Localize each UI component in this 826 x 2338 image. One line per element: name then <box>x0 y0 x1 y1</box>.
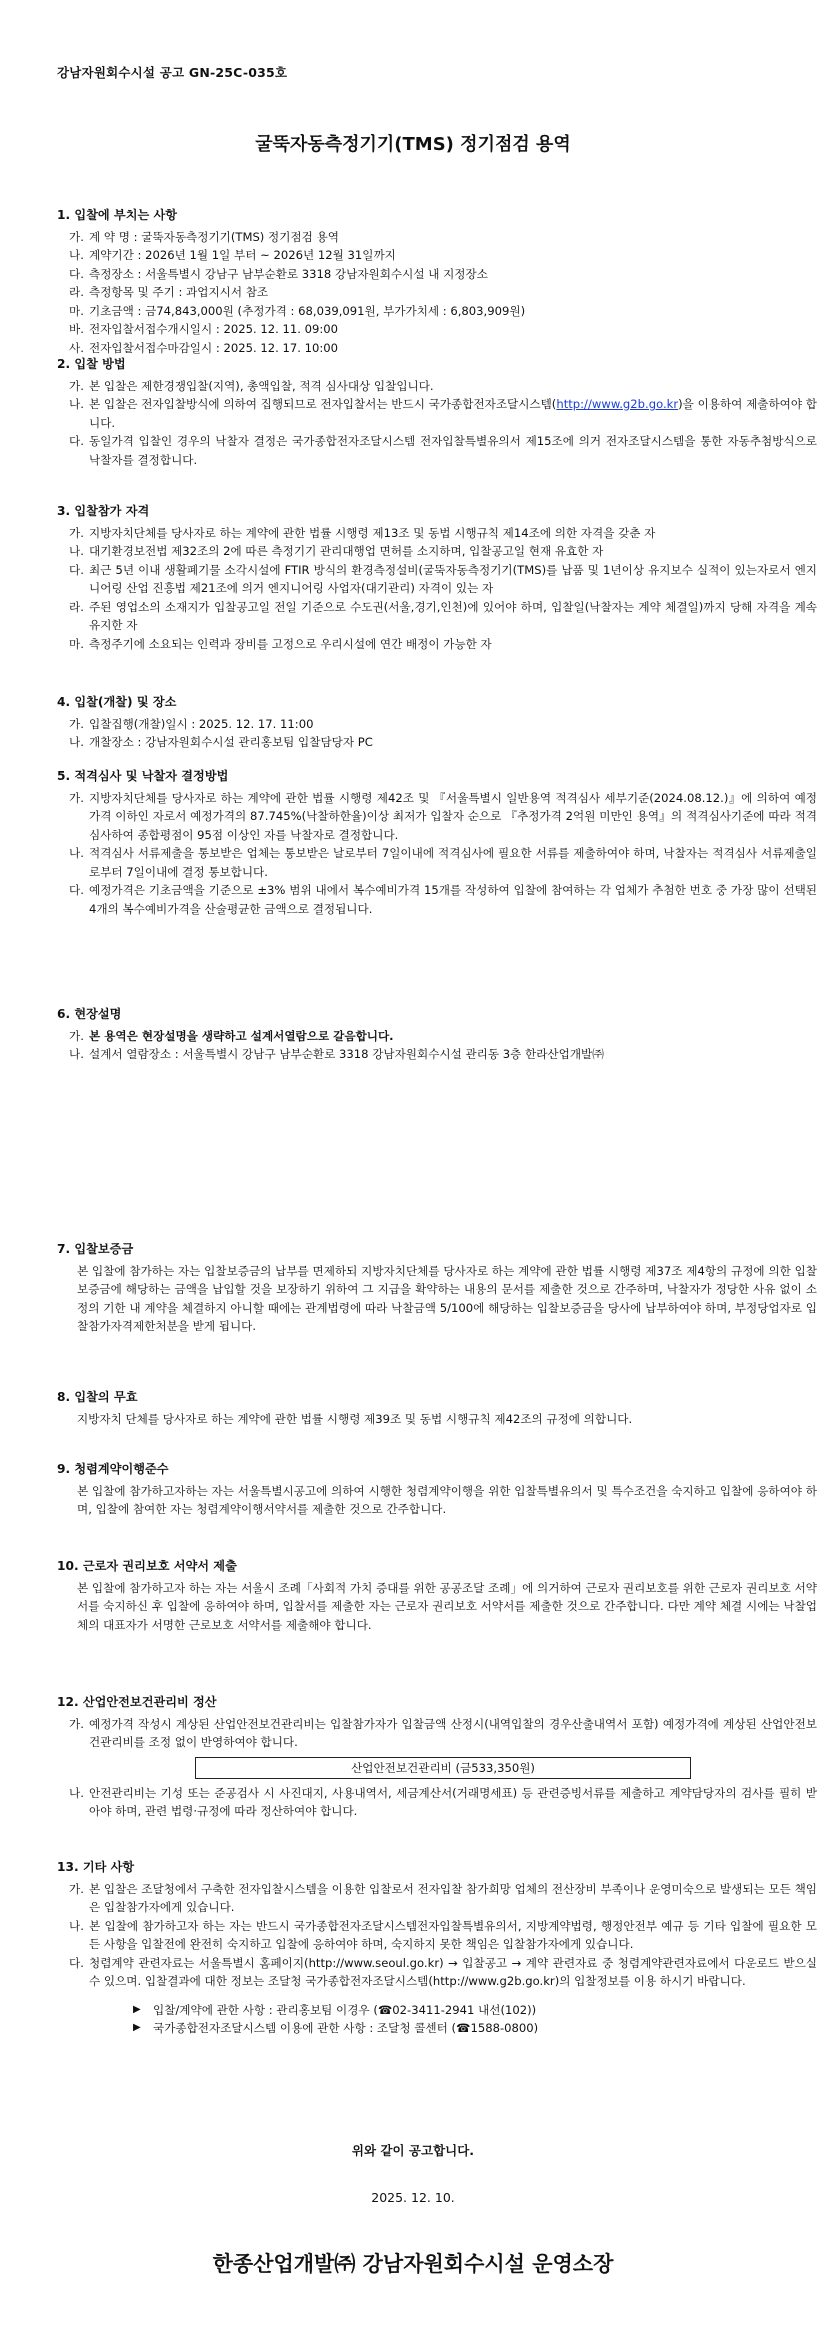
list-item: 나. 대기환경보전법 제32조의 2에 따른 측정기기 관리대행업 면허를 소지하며, 입찰공고일 현재 유효한 자 <box>69 544 604 558</box>
section-heading: 5. 적격심사 및 낙찰자 결정방법 <box>57 769 229 783</box>
section-evaluation <box>57 767 817 918</box>
item-list <box>57 1880 817 1991</box>
section-heading: 9. 청렴계약이행준수 <box>57 1462 169 1476</box>
list-item: 가. 입찰집행(개찰)일시 : 2025. 12. 17. 11:00 <box>69 716 314 731</box>
section-heading: 2. 입찰 방법 <box>57 357 126 371</box>
section-invalid-bid <box>57 1388 817 1428</box>
list-item: 마. 기초금액 : 금74,843,000원 (추정가격 : 68,039,091원, 부가가치세 : 6,803,909원) <box>69 303 526 318</box>
section-integrity <box>57 1460 817 1519</box>
list-item: 마. 측정주기에 소요되는 인력과 장비를 고정으로 우리시설에 연간 배정이 가능한 자 <box>69 636 492 651</box>
section-heading: 13. 기타 사항 <box>57 1860 135 1874</box>
bullet-icon: ▶ <box>133 2003 141 2015</box>
section-other <box>57 1858 817 2038</box>
contact-line: ▶ 입찰/계약에 관한 사항 : 관리홍보팀 이경우 (☎02-3411-2941 내선(102)) <box>133 2001 817 2020</box>
list-item: 가. 본 입찰은 조달청에서 구축한 전자입찰시스템을 이용한 입찰로서 전자입찰 참가희망 업체의 전산장비 부족이나 운영미숙으로 발생되는 모든 책임은 입찰참가자에게 있습니다. <box>69 1881 817 1914</box>
item-list <box>57 715 817 752</box>
section-text: 본 입찰에 참가하는 자는 입찰보증금의 납부를 면제하되 지방자치단체를 당사자로 하는 계약에 관한 법률 시행령 제37조 제4항의 규정에 의한 입찰보증금에 해당하는 금액을 납입할 것을 보장하기 위하여 그 지급을 확약하는 내용의 문서를 제출한 것으로 간주하며, 낙찰자가 정당한 사유 없이 소정의 기한 내 계약을 체결하지 아니할 때에는 관계법령에 따라 낙찰금액 5/100에 해당하는 입찰보증금을 당사에 납부하여야 하며, 부정당업자로 입찰참가자격제한처분을 받게 됩니다. <box>77 1263 817 1333</box>
item-list <box>57 789 817 919</box>
section-heading: 6. 현장설명 <box>57 1007 122 1021</box>
section-heading: 10. 근로자 권리보호 서약서 제출 <box>57 1559 237 1573</box>
list-item: 다. 최근 5년 이내 생활폐기물 소각시설에 FTIR 방식의 환경측정설비(굴뚝자동측정기기(TMS)를 납품 및 1년이상 유지보수 실적이 있는자로서 엔지니어링 산업 진흥법 제21조에 의거 엔지니어링 사업자(대기관리) 자격이 있는 자 <box>69 562 817 595</box>
section-heading: 3. 입찰참가 자격 <box>57 504 150 518</box>
list-item: 나. 적격심사 서류제출을 통보받은 업체는 통보받은 날로부터 7일이내에 적격심사에 필요한 서류를 제출하여야 하며, 낙찰자는 적격심사 서류제출일로부터 7일이내에 결정 통보합니다. <box>69 846 817 879</box>
list-item: 다. 측정장소 : 서울특별시 강남구 남부순환로 3318 강남자원회수시설 내 지정장소 <box>69 266 488 281</box>
notice-date: 2025. 12. 10. <box>371 2190 455 2205</box>
list-item: 바. 전자입찰서접수개시일시 : 2025. 12. 11. 09:00 <box>69 322 339 336</box>
section-bid-bond <box>57 1240 817 1336</box>
list-item: 나. 개찰장소 : 강남자원회수시설 관리홍보팀 입찰담당자 PC <box>69 735 373 749</box>
list-item: 나. 본 입찰에 참가하고자 하는 자는 반드시 국가종합전자조달시스템전자입찰특별유의서, 지방계약법령, 행정안전부 예규 등 기타 입찰에 필요한 모든 사항을 입찰전에 완전히 숙지하고 입찰에 응하여야 하며, 숙지하지 못한 책임은 입찰참가자에게 있습니다. <box>69 1918 817 1951</box>
section-heading: 12. 산업안전보건관리비 정산 <box>57 1695 217 1709</box>
safety-fee-box: 산업안전보건관리비 (금533,350원) <box>195 1757 691 1779</box>
section-safety-cost <box>57 1693 817 1821</box>
section-text: 지방자치 단체를 당사자로 하는 계약에 관한 법률 시행령 제39조 및 동법 시행규칙 제42조의 규정에 의합니다. <box>77 1411 633 1426</box>
list-item: 라. 측정항목 및 주기 : 과업지시서 참조 <box>69 285 269 299</box>
list-item: 나. 안전관리비는 기성 또는 준공검사 시 사진대지, 사용내역서, 세금계산서(거래명세표) 등 관련증빙서류를 제출하고 계약담당자의 검사를 필히 받아야 하며, 관련 법령·규정에 따라 정산하여야 합니다. <box>69 1785 817 1818</box>
list-item: 가. 계 약 명 : 굴뚝자동측정기기(TMS) 정기점검 용역 <box>69 229 339 244</box>
section-bid-items <box>57 206 817 357</box>
section-text: 본 입찰에 참가하고자 하는 자는 서울시 조례「사회적 가치 증대를 위한 공공조달 조례」에 의거하여 근로자 권리보호를 위한 근로자 권리보호 서약서를 숙지하신 후 입찰에 응하여야 하며, 입찰서를 제출한 자는 근로자 권리보호 서약서를 제출한 것으로 간주합니다. 다만 계약 체결 시에는 낙찰업체의 대표자가 서명한 근로보호 서약서를 제출해야 합니다. <box>77 1580 817 1632</box>
list-item: 나. 설계서 열람장소 : 서울특별시 강남구 남부순환로 3318 강남자원회수시설 관리동 3층 한라산업개발㈜ <box>69 1047 604 1061</box>
section-heading: 7. 입찰보증금 <box>57 1242 134 1256</box>
section-heading: 4. 입찰(개찰) 및 장소 <box>57 695 177 709</box>
list-item: 가. 본 입찰은 제한경쟁입찰(지역), 총액입찰, 적격 심사대상 입찰입니다. <box>69 378 434 393</box>
list-item: 사. 전자입찰서접수마감일시 : 2025. 12. 17. 10:00 <box>69 340 339 355</box>
section-worker-rights <box>57 1557 817 1634</box>
item-list <box>57 228 817 358</box>
item-list <box>57 524 817 654</box>
section-heading: 8. 입찰의 무효 <box>57 1390 138 1404</box>
list-item: 가. 본 용역은 현장설명을 생략하고 설계서열람으로 갈음합니다. <box>69 1028 394 1043</box>
contact-line: ▶ 국가종합전자조달시스템 이용에 관한 사항 : 조달청 콜센터 (☎1588-0800) <box>133 2019 817 2038</box>
section-bid-method <box>57 355 817 469</box>
section-text: 본 입찰에 참가하고자하는 자는 서울특별시공고에 의하여 시행한 청렴계약이행을 위한 입찰특별유의서 및 특수조건을 숙지하고 입찰에 응하여야 하며, 입찰에 참여한 자는 청렴계약이행서약서를 제출한 것으로 간주합니다. <box>77 1483 817 1516</box>
notice-number: 강남자원회수시설 공고 GN-25C-035호 <box>57 65 288 80</box>
section-eligibility <box>57 502 817 653</box>
issuer-signature: 한종산업개발㈜ 강남자원회수시설 운영소장 <box>212 2252 614 2276</box>
bullet-icon: ▶ <box>133 2022 141 2033</box>
list-item: 가. 지방자치단체를 당사자로 하는 계약에 관한 법률 시행령 제13조 및 동법 시행규칙 제14조에 의한 자격을 갖춘 자 <box>69 525 656 540</box>
list-item: 나. 본 입찰은 전자입찰방식에 의하여 집행되므로 전자입찰서는 반드시 국가종합전자조달시스템(http://www.g2b.go.kr)을 이용하여 제출하여야 합니다. <box>69 397 817 430</box>
list-item: 다. 동일가격 입찰인 경우의 낙찰자 결정은 국가종합전자조달시스템 전자입찰특별유의서 제15조에 의거 전자조달시스템을 통한 자동추첨방식으로 낙찰자를 결정합니다. <box>69 434 817 467</box>
list-item: 가. 예정가격 작성시 계상된 산업안전보건관리비는 입찰참가자가 입찰금액 산정시(내역입찰의 경우산출내역서 포함) 예정가격에 계상된 산업안전보건관리비를 조정 없이 반영하여야 합니다. <box>69 1716 817 1749</box>
list-item: 라. 주된 영업소의 소재지가 입찰공고일 전일 기준으로 수도권(서울,경기,인천)에 있어야 하며, 입찰일(낙찰자는 계약 체결일)까지 당해 자격을 계속 유지한 자 <box>69 599 817 632</box>
g2b-link[interactable]: http://www.g2b.go.kr <box>556 397 679 411</box>
document-title: 굴뚝자동측정기기(TMS) 정기점검 용역 <box>255 134 571 155</box>
list-item: 나. 계약기간 : 2026년 1월 1일 부터 ~ 2026년 12월 31일까지 <box>69 248 396 262</box>
section-site-briefing <box>57 1005 817 1064</box>
section-heading: 1. 입찰에 부치는 사항 <box>57 208 178 222</box>
closing-statement: 위와 같이 공고합니다. <box>351 2143 475 2158</box>
list-item: 다. 예정가격은 기초금액을 기준으로 ±3% 범위 내에서 복수예비가격 15개를 작성하여 입찰에 참여하는 각 업체가 추첨한 번호 중 가장 많이 선택된 4개의 복수예비가격을 산술평균한 금액으로 결정됩니다. <box>69 883 817 916</box>
list-item: 가. 지방자치단체를 당사자로 하는 계약에 관한 법률 시행령 제42조 및 『서울특별시 일반용역 적격심사 세부기준(2024.08.12.)』에 의하여 예정가격 이하인 자로서 예정가격의 87.745%(낙찰하한율)이상 최저가 입찰자 순으로 『추정가격 2억원 미만인 용역』의 적격심사기준에 따라 적격심사하여 종합평점이 95점 이상인 자를 낙찰자로 결정합니다. <box>69 790 817 842</box>
list-item: 다. 청렴계약 관련자료는 서울특별시 홈페이지(http://www.seoul.go.kr) → 입찰공고 → 계약 관련자료 중 청렴계약관련자료에서 다운로드 받으실 수 있으며. 입찰결과에 대한 정보는 조달청 국가종합전자조달시스템(http://www.g2b.go.kr)의 입찰정보를 이용 하시기 바랍니다. <box>69 1955 817 1988</box>
section-opening <box>57 693 817 752</box>
